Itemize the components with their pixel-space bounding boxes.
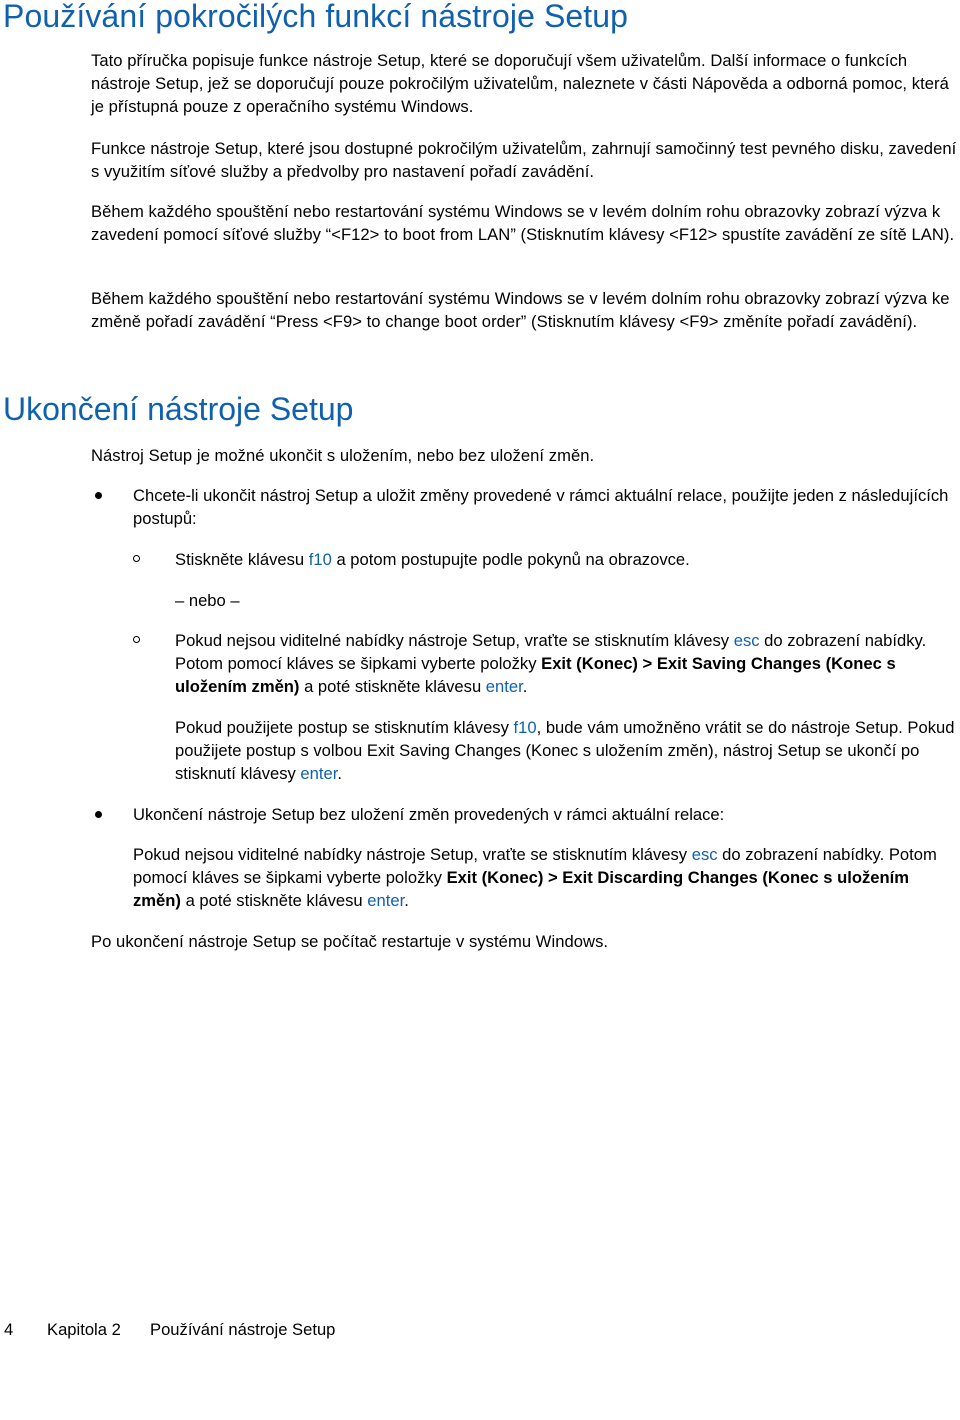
section-title-exit: Ukončení nástroje Setup xyxy=(3,391,354,427)
paragraph-f12-boot: Během každého spouštění nebo restartování systému Windows se v levém dolním rohu obrazovky zobrazí výzva k zavedení pomocí síťové služby “<F12> to boot from LAN” (Stisknutím klávesy <F12> spustíte zavádění ze sítě LAN). xyxy=(91,202,955,245)
paragraph-exit-intro: Nástroj Setup je možné ukončit s uložením, nebo bez uložení změn. xyxy=(91,446,595,465)
key-f10: f10 xyxy=(513,718,537,737)
sub-item-f10 xyxy=(175,548,957,571)
chapter-label: Kapitola 2 xyxy=(47,1320,121,1339)
key-esc: esc xyxy=(691,845,718,864)
text: a poté stiskněte klávesu xyxy=(299,677,486,697)
text: a poté stiskněte klávesu xyxy=(180,891,368,911)
menu-path: Exit (Konec) > Exit Discarding Changes (Konec s uložením změn) xyxy=(133,868,909,911)
menu-path: Exit (Konec) > Exit Saving Changes (Konec s uložením změn) xyxy=(175,654,896,697)
text: Pokud použijete postup se stisknutím klávesy xyxy=(175,718,514,737)
bullet-discard-exit: Ukončení nástroje Setup bez uložení změn provedených v rámci aktuální relace: xyxy=(133,805,725,824)
text: a potom postupujte podle pokynů na obrazovce. xyxy=(331,550,690,569)
key-f10: f10 xyxy=(308,550,332,569)
key-enter: enter xyxy=(367,891,405,911)
bullet-icon xyxy=(95,811,102,818)
section-title-advanced: Používání pokročilých funkcí nástroje Setup xyxy=(3,0,629,34)
paragraph-intro: Tato příručka popisuje funkce nástroje Setup, které se doporučují všem uživatelům. Další informace o funkcích nástroje Setup, jež se doporučují pouze pokročilým uživatelům, naleznete v části Nápověda a odborná pomoc, která je přístupná pouze z operačního systému Windows. xyxy=(91,51,949,117)
page-footer xyxy=(0,1320,336,1420)
text: do zobrazení nabídky. Potom pomocí kláves se šipkami vyberte položky xyxy=(175,631,927,674)
page-number: 4 xyxy=(4,1320,14,1339)
key-enter: enter xyxy=(485,677,523,697)
text: , bude vám umožněno vrátit se do nástroje Setup. Pokud použijete postup s volbou Exit Saving Changes (Konec s uložením změn), nástroj Setup se ukončí po stisknutí klávesy xyxy=(175,718,955,784)
paragraph-closing: Po ukončení nástroje Setup se počítač restartuje v systému Windows. xyxy=(91,932,609,951)
paragraph-f9-boot-order: Během každého spouštění nebo restartování systému Windows se v levém dolním rohu obrazovky zobrazí výzva ke změně pořadí zavádění “Press <F9> to change boot order” (Stisknutím klávesy <F9> změníte pořadí zavádění). xyxy=(91,289,950,332)
text: Pokud nejsou viditelné nabídky nástroje Setup, vraťte se stisknutím klávesy xyxy=(133,845,692,864)
sub-item-esc xyxy=(175,629,957,699)
text: . xyxy=(404,891,409,911)
or-separator: – nebo – xyxy=(175,591,240,610)
circle-bullet-icon xyxy=(133,555,140,562)
text: . xyxy=(522,677,528,697)
paragraph-advanced-features: Funkce nástroje Setup, které jsou dostupné pokročilým uživatelům, zahrnují samočinný test pevného disku, zavedení s využitím síťové služby a předvolby pro nastavení pořadí zavádění. xyxy=(91,139,957,182)
circle-bullet-icon xyxy=(133,636,140,643)
text: Pokud nejsou viditelné nabídky nástroje Setup, vraťte se stisknutím klávesy xyxy=(175,631,734,650)
key-enter: enter xyxy=(300,764,338,784)
sub-item-note xyxy=(175,716,957,786)
text: Stiskněte klávesu xyxy=(175,550,309,569)
bullet-save-exit: Chcete-li ukončit nástroj Setup a uložit změny provedené v rámci aktuální relace, použijte jeden z následujících postupů: xyxy=(133,486,949,529)
text: . xyxy=(337,764,342,784)
key-esc: esc xyxy=(733,631,760,650)
text: do zobrazení nabídky. Potom pomocí kláves se šipkami vyberte položky xyxy=(133,845,937,888)
chapter-title: Používání nástroje Setup xyxy=(150,1320,336,1339)
paragraph-discard-steps xyxy=(133,843,957,913)
bullet-icon xyxy=(95,492,102,499)
